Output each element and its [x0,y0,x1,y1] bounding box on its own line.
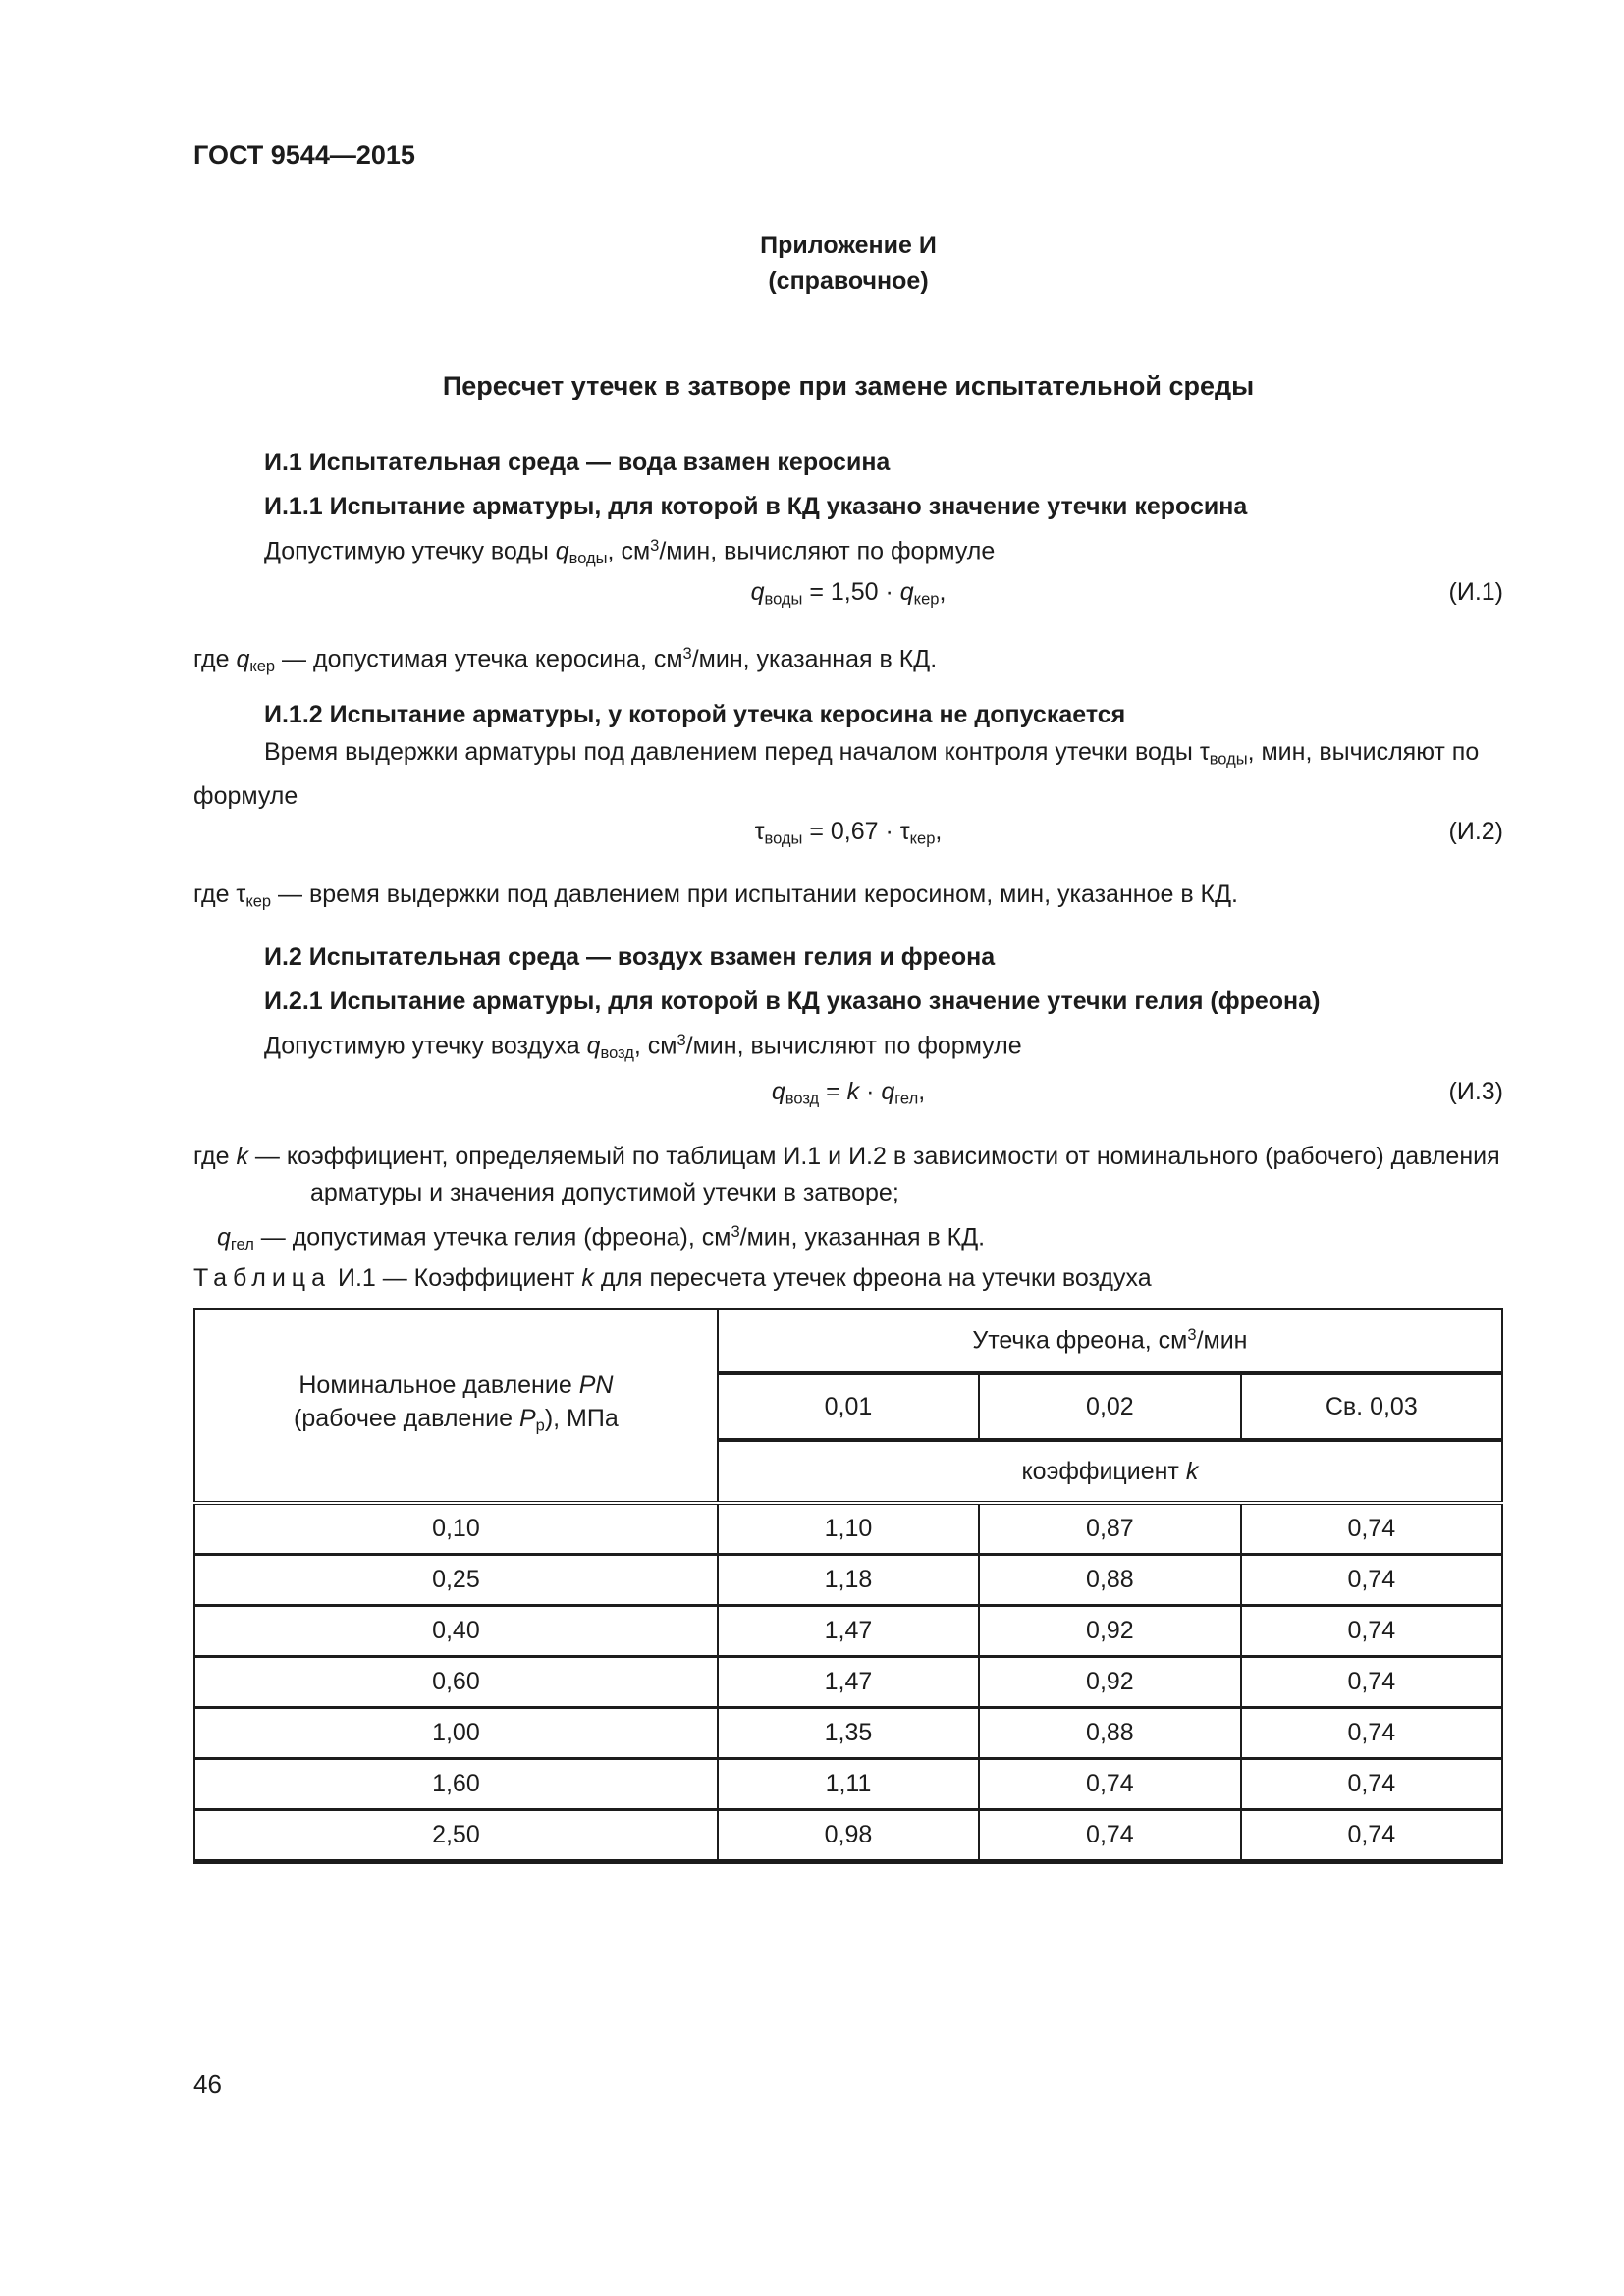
cell-k: 0,74 [1241,1708,1502,1759]
cell-k: 0,74 [979,1759,1240,1810]
paragraph-where-k: где k — коэффициент, определяемый по таблицам И.1 и И.2 в зависимости от номинального (рабочего) давления арматуры и значения допустимой утечки в затворе; [193,1143,1500,1206]
table-col1-header [194,1309,718,1504]
cell-pn: 0,60 [194,1657,718,1708]
cell-k: 1,47 [718,1657,979,1708]
heading-i1: И.1 Испытательная среда — вода взамен керосина [264,449,891,476]
cell-k: 1,11 [718,1759,979,1810]
heading-i2: И.2 Испытательная среда — воздух взамен гелия и фреона [264,943,996,971]
table-row [194,1606,1502,1657]
formula-i3: qвозд = k · qгел, [771,1078,926,1108]
table-header-row-1 [194,1309,1502,1374]
leak-col-header: 0,02 [979,1373,1240,1440]
cell-k: 0,88 [979,1555,1240,1606]
cell-k: 1,47 [718,1606,979,1657]
paragraph-where-tau: где τкер — время выдержки под давлением при испытании керосином, мин, указанное в КД. [193,881,1238,911]
cell-k: 0,74 [1241,1555,1502,1606]
cell-pn: 1,00 [194,1708,718,1759]
appendix-label: Приложение И [760,232,937,259]
page-title: Пересчет утечек в затворе при замене испытательной среды [442,371,1255,400]
table-row [194,1759,1502,1810]
table-row [194,1708,1502,1759]
cell-k: 1,35 [718,1708,979,1759]
cell-k: 0,74 [1241,1759,1502,1810]
paragraph-water-leak [193,528,1503,577]
cell-k: 0,92 [979,1606,1240,1657]
formula-i1: qводы = 1,50 · qкер, [750,578,947,609]
formula-i2-row [193,818,1503,849]
paragraph-text: Допустимую утечку воздуха qвозд, $см^3$/мин, вычисляют по формуле [264,1032,1022,1062]
cell-k: 0,98 [718,1810,979,1862]
table-row [194,1555,1502,1606]
paragraph-where-gel: qгел — допустимая утечка гелия (фреона), $см^3$/мин, указанная в КД. [217,1223,986,1254]
heading-i21: И.2.1 Испытание арматуры, для которой в КД указано значение утечки гелия (фреона) [264,988,1321,1015]
paragraph-air-leak [193,1023,1503,1072]
cell-k: 0,74 [1241,1810,1502,1862]
leak-col-header: Св. 0,03 [1241,1373,1502,1440]
table-row [194,1810,1502,1862]
paragraph-where-ker: где qкер — допустимая утечка керосина, $см^3$/мин, указанная в КД. [193,645,938,675]
formula-i2-label: (И.2) [1448,818,1503,845]
cell-pn: 0,10 [194,1503,718,1555]
heading-i12: И.1.2 Испытание арматуры, у которой утечка керосина не допускается [264,701,1126,728]
formula-i1-label: (И.1) [1448,578,1503,606]
coefficient-header: коэффициент k [718,1440,1502,1503]
table-row [194,1503,1502,1555]
leak-col-header: 0,01 [718,1373,979,1440]
formula-i2: τводы = 0,67 · τкер, [754,818,943,848]
cell-k: 0,74 [1241,1657,1502,1708]
formula-i3-row [193,1078,1503,1109]
table-caption: Таблица И.1 — Коэффициент k для пересчета утечек фреона на утечки воздуха [193,1264,1152,1292]
cell-k: 0,74 [1241,1606,1502,1657]
formula-i3-label: (И.3) [1448,1078,1503,1105]
cell-k: 0,87 [979,1503,1240,1555]
cell-k: 0,92 [979,1657,1240,1708]
col1-header-line2: (рабочее давление Pр), МПа [294,1405,619,1435]
page-number: 46 [193,2069,222,2099]
cell-k: 0,74 [979,1810,1240,1862]
freon-leak-header: Утечка фреона, $см^3$/мин [718,1309,1502,1374]
cell-pn: 0,40 [194,1606,718,1657]
paragraph-hold-time: Время выдержки арматуры под давлением перед началом контроля утечки воды τводы, мин, вычисляют по формуле [193,738,1480,810]
cell-pn: 0,25 [194,1555,718,1606]
cell-pn: 2,50 [194,1810,718,1862]
col1-header-line1: Номинальное давление PN [298,1371,614,1400]
heading-i11: И.1.1 Испытание арматуры, для которой в КД указано значение утечки керосина [264,493,1248,520]
doc-number: ГОСТ 9544—2015 [193,140,415,170]
cell-k: 0,74 [1241,1503,1502,1555]
table-row [194,1657,1502,1708]
formula-i1-row [193,578,1503,610]
table-i1 [193,1308,1503,1864]
cell-k: 0,88 [979,1708,1240,1759]
cell-k: 1,18 [718,1555,979,1606]
appendix-note: (справочное) [768,267,929,294]
paragraph-text: Допустимую утечку воды qводы, $см^3$/мин, вычисляют по формуле [264,537,996,567]
cell-pn: 1,60 [194,1759,718,1810]
cell-k: 1,10 [718,1503,979,1555]
